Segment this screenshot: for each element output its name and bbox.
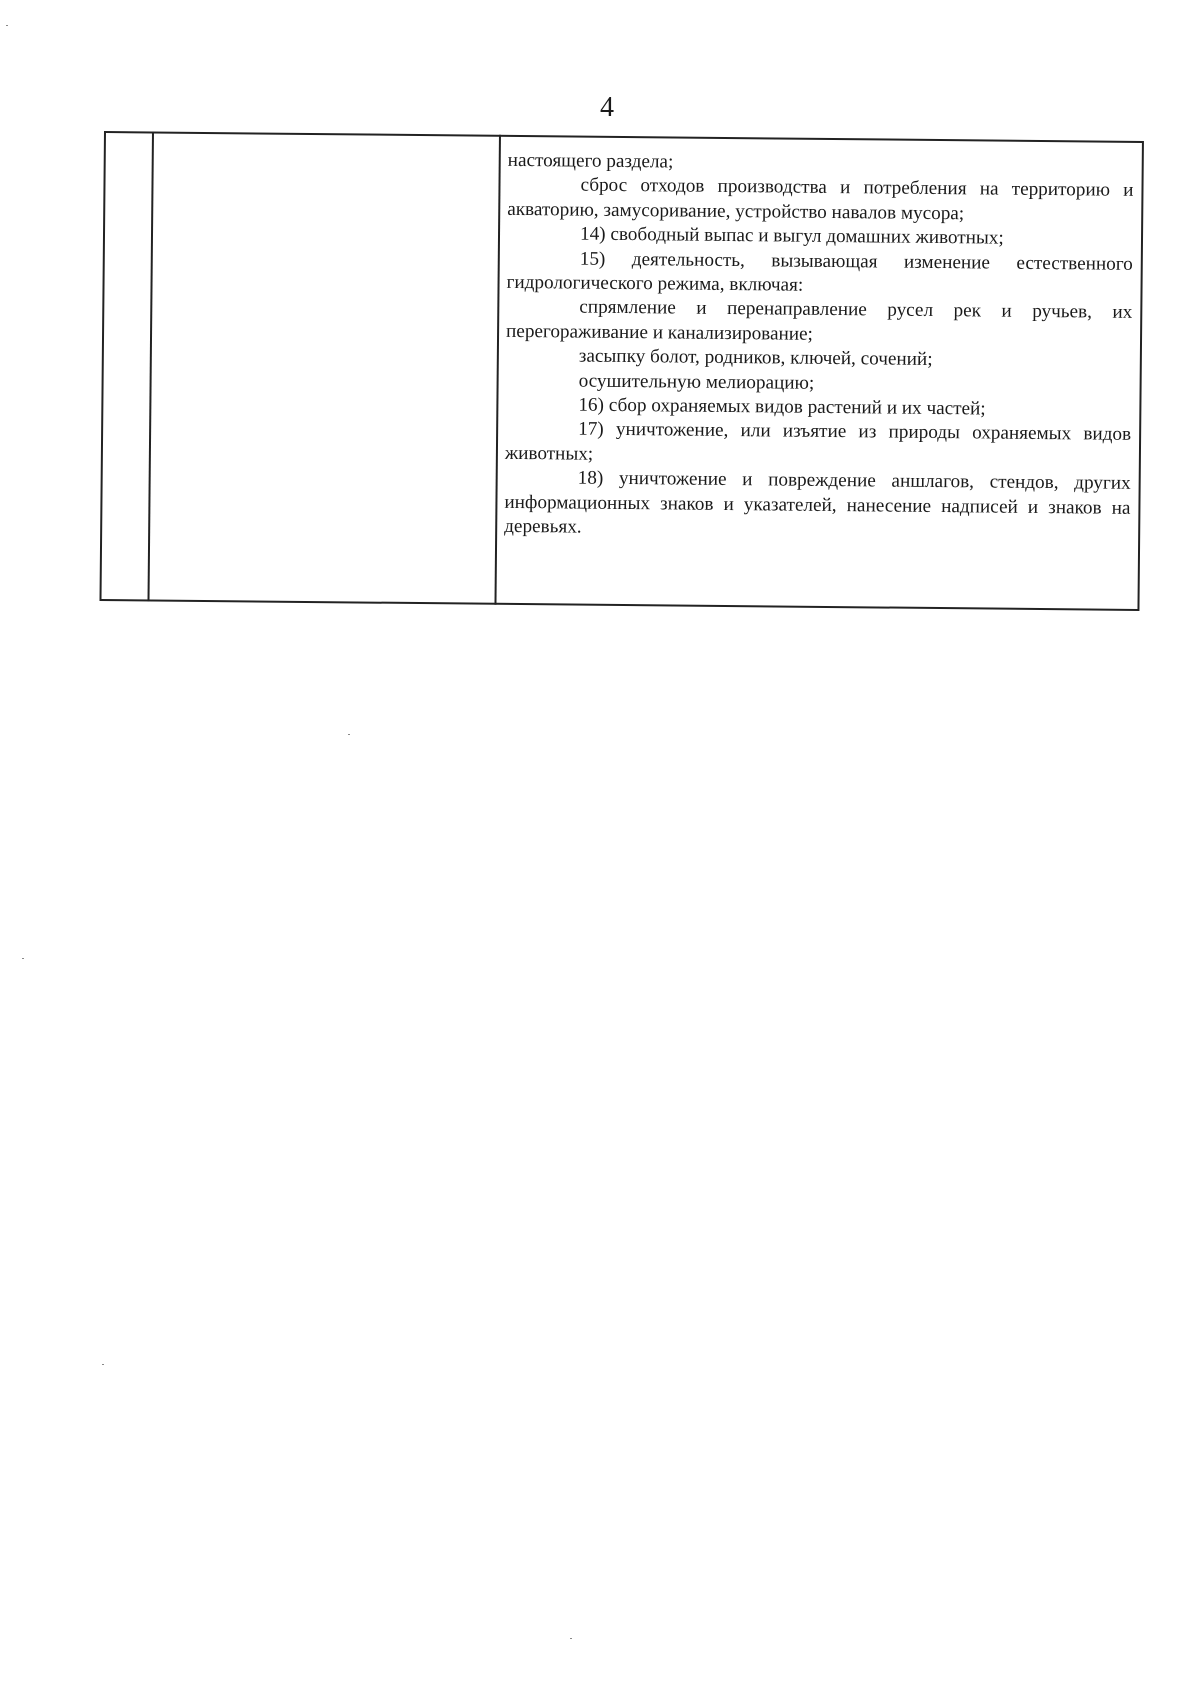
- paragraph-item-15: 15) деятельность, вызывающая изменение естественного гидрологического режима, включая:: [506, 248, 1133, 296]
- scan-speck: [570, 1638, 572, 1639]
- table-cell-prohibited-activities: [504, 149, 1134, 545]
- scan-speck: [22, 958, 24, 959]
- paragraph-swamp-filling: засыпку болот, родников, ключей, сочений;: [578, 345, 933, 371]
- paragraph-river-straightening: спрямление и перенаправление русел рек и ручьев, их перегораживание и канализирование;: [505, 297, 1133, 345]
- paragraph-waste-dumping: сброс отходов производства и потребления на территорию и акваторию, замусоривание, устройство навалов мусора;: [507, 174, 1134, 225]
- page-number: 4: [600, 92, 614, 123]
- paragraph-item-17: 17) уничтожение, или изъятие из природы охраняемых видов животных;: [504, 419, 1132, 465]
- paragraph-item-18: 18) уничтожение и повреждение аншлагов, стендов, других информационных знаков и указателей, нанесение надписей и знаков на деревьях.: [504, 467, 1131, 538]
- scan-speck: [348, 734, 350, 735]
- scan-speck: [6, 25, 8, 26]
- paragraph-item-14: 14) свободный выпас и выгул домашних животных;: [579, 223, 1004, 249]
- paragraph-item-16: 16) сбор охраняемых видов растений и их частей;: [578, 394, 986, 420]
- paragraph-section-reference: настоящего раздела;: [507, 149, 674, 173]
- scan-speck: [102, 1364, 104, 1365]
- document-table: [99, 131, 1143, 611]
- paragraph-drainage: осушительную мелиорацию;: [578, 370, 815, 394]
